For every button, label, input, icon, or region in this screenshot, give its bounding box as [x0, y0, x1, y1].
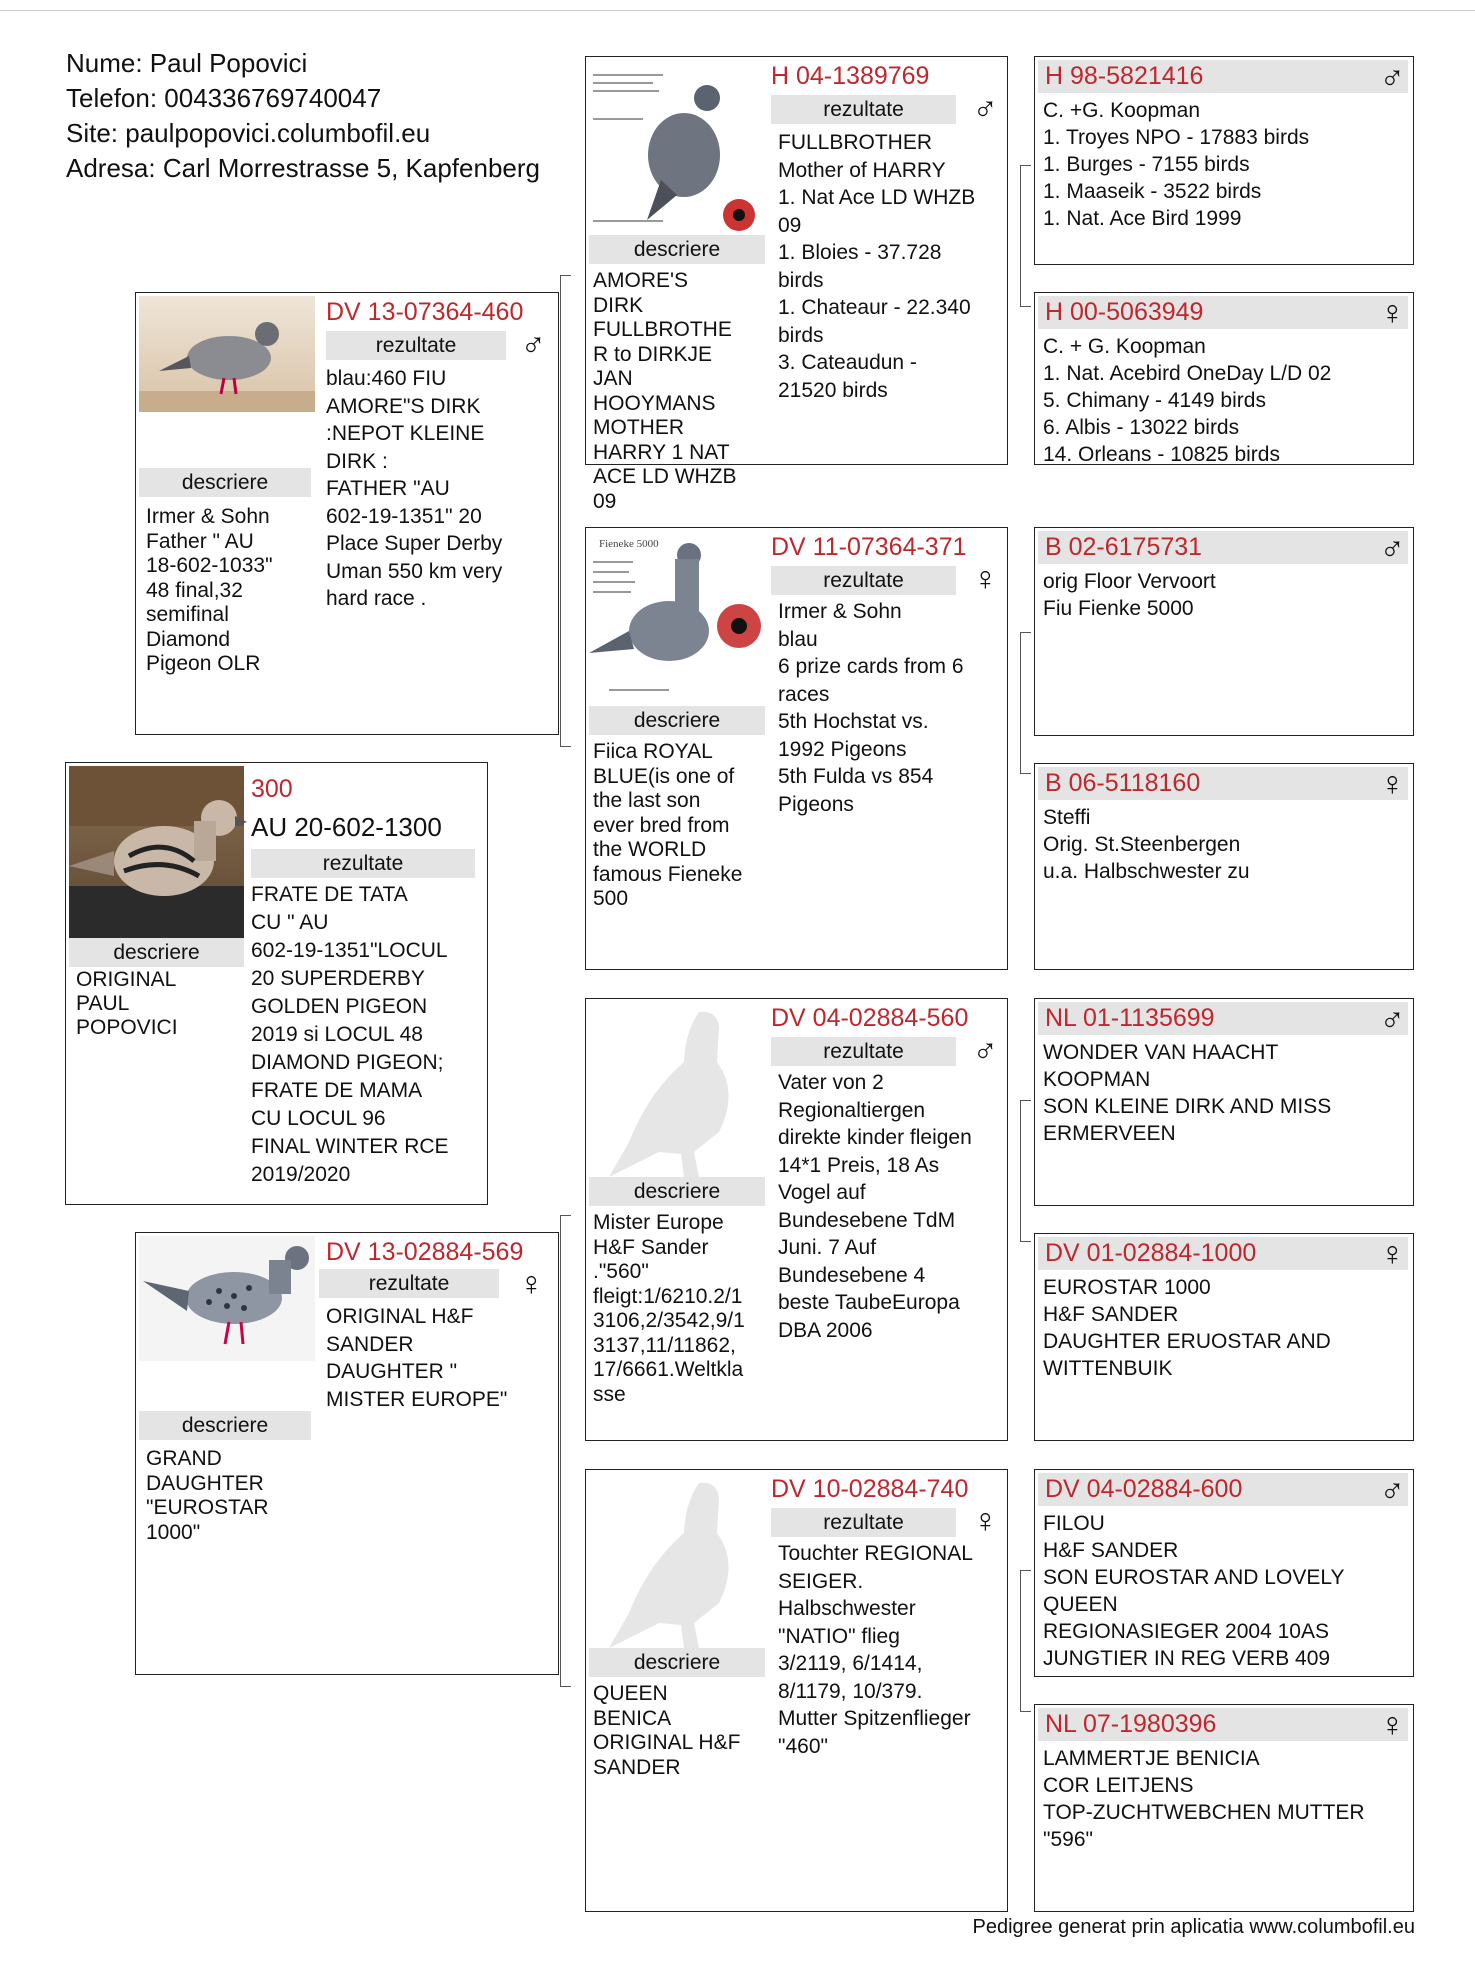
- ggp-text: WONDER VAN HAACHT KOOPMAN SON KLEINE DIRK AND MISS ERMERVEEN: [1043, 1041, 1332, 1145]
- subject-description-header: descriere: [69, 938, 244, 967]
- male-icon: ♂: [1379, 1471, 1405, 1509]
- ggp-text: Steffi Orig. St.Steenbergen u.a. Halbschwester zu: [1043, 806, 1250, 883]
- ggp-ring: B 06-5118160: [1045, 769, 1201, 797]
- connector-gp4: [1020, 1570, 1031, 1712]
- gp-description: Mister Europe H&F Sander ."560" fleigt:1/6210.2/1 3106,2/3542,9/1 3137,11/11862, 17/6661.Weltkla sse: [593, 1211, 745, 1406]
- ggp-ring: H 00-5063949: [1045, 298, 1204, 326]
- dam-photo: [139, 1236, 315, 1361]
- owner-address: Adresa: Carl Morrestrasse 5, Kapfenberg: [66, 153, 540, 183]
- gp-ring: DV 04-02884-560: [771, 1004, 969, 1032]
- footer-credit: Pedigree generat prin aplicatia www.columbofil.eu: [972, 1916, 1415, 1938]
- dam-card[interactable]: [135, 1232, 559, 1675]
- dam-ring: DV 13-02884-569: [326, 1238, 524, 1266]
- ggp-text: orig Floor Vervoort Fiu Fienke 5000: [1043, 570, 1216, 620]
- male-icon: ♂: [1379, 529, 1405, 567]
- gp-photo: [589, 531, 765, 706]
- great-grandparent-card[interactable]: [1034, 1469, 1414, 1677]
- dam-results: ORIGINAL H&F SANDER DAUGHTER " MISTER EUROPE": [326, 1305, 508, 1411]
- great-grandparent-card[interactable]: [1034, 1233, 1414, 1441]
- ggp-ring: H 98-5821416: [1045, 62, 1204, 90]
- male-icon: ♂: [520, 325, 546, 363]
- male-icon: ♂: [1379, 58, 1405, 96]
- male-icon: ♂: [972, 89, 998, 127]
- gp-photo-placeholder: [589, 1002, 765, 1177]
- ggp-ring: NL 01-1135699: [1045, 1004, 1215, 1032]
- connector-gp3: [1020, 1100, 1031, 1242]
- subject-photo: [69, 766, 244, 938]
- gp-results-header: rezultate: [771, 1037, 956, 1066]
- pigeon-photo-icon: [69, 766, 244, 938]
- female-icon: ♀: [518, 1265, 544, 1303]
- great-grandparent-card[interactable]: [1034, 998, 1414, 1206]
- connector-gp2: [1020, 632, 1031, 774]
- gp-photo: [589, 60, 765, 235]
- great-grandparent-card[interactable]: [1034, 527, 1414, 736]
- sire-photo: [139, 296, 315, 412]
- connector-gp1: [1020, 165, 1031, 307]
- photo-caption: Fieneke 5000: [599, 538, 659, 550]
- sire-card[interactable]: [135, 292, 559, 735]
- gp-description: Fiica ROYAL BLUE(is one of the last son ever bred from the WORLD famous Fieneke 500: [593, 740, 743, 910]
- gp-description-header: descriere: [589, 1648, 765, 1677]
- gp-results-header: rezultate: [771, 1508, 956, 1537]
- gp-description-header: descriere: [589, 706, 765, 735]
- female-icon: ♀: [972, 560, 998, 598]
- dam-description: GRAND DAUGHTER "EUROSTAR 1000": [146, 1447, 269, 1544]
- gp-ring: H 04-1389769: [771, 62, 930, 90]
- female-icon: ♀: [1379, 294, 1405, 332]
- sire-ring: DV 13-07364-460: [326, 298, 524, 326]
- connector-subject: [48, 365, 58, 1410]
- pigeon-photo-icon: [139, 296, 315, 412]
- great-grandparent-card[interactable]: [1034, 1704, 1414, 1912]
- gp-ring: DV 11-07364-371: [771, 533, 967, 561]
- owner-site: Site: paulpopovici.columbofil.eu: [66, 118, 431, 148]
- sire-results: blau:460 FIU AMORE"S DIRK :NEPOT KLEINE DIRK : FATHER "AU 602-19-1351" 20 Place Super Derby Uman 550 km very hard race .: [326, 367, 503, 610]
- male-icon: ♂: [1379, 1000, 1405, 1038]
- sire-description: Irmer & Sohn Father " AU 18-602-1033" 48 final,32 semifinal Diamond Pigeon OLR: [146, 505, 273, 675]
- sire-description-header: descriere: [139, 468, 311, 497]
- subject-ring: AU 20-602-1300: [251, 812, 442, 842]
- ggp-ring: B 02-6175731: [1045, 533, 1203, 561]
- gp-photo-placeholder: [589, 1473, 765, 1648]
- female-icon: ♀: [1379, 765, 1405, 803]
- ggp-ring: DV 04-02884-600: [1045, 1475, 1243, 1503]
- top-divider: [0, 10, 1475, 11]
- female-icon: ♀: [1379, 1706, 1405, 1744]
- great-grandparent-card[interactable]: [1034, 763, 1414, 970]
- gp-results-header: rezultate: [771, 566, 956, 595]
- owner-phone: Telefon: 004336769740047: [66, 83, 382, 113]
- ggp-text: FILOU H&F SANDER SON EUROSTAR AND LOVELY QUEEN REGIONASIEGER 2004 10AS JUNGTIER IN REG VERB 409: [1043, 1512, 1345, 1670]
- gp-description-header: descriere: [589, 1177, 765, 1206]
- gp-description: AMORE'S DIRK FULLBROTHE R to DIRKJE JAN HOOYMANS MOTHER HARRY 1 NAT ACE LD WHZB 09: [593, 269, 737, 513]
- gp-results: FULLBROTHER Mother of HARRY 1. Nat Ace LD WHZB 09 1. Bloies - 37.728 birds 1. Chateaur - 22.340 birds 3. Cateaudun - 21520 birds: [778, 131, 976, 402]
- gp-description: QUEEN BENICA ORIGINAL H&F SANDER: [593, 1682, 741, 1779]
- pigeon-photo-icon: [139, 1236, 315, 1361]
- gp-results: Touchter REGIONAL SEIGER. Halbschwester "NATIO" flieg 3/2119, 6/1414, 8/1179, 10/379. Mutter Spitzenflieger "460": [778, 1542, 973, 1758]
- gp-description-header: descriere: [589, 235, 765, 264]
- grandparent-card[interactable]: [585, 998, 1008, 1441]
- ggp-text: EUROSTAR 1000 H&F SANDER DAUGHTER ERUOSTAR AND WITTENBUIK: [1043, 1276, 1331, 1380]
- pigeon-silhouette-icon: [589, 1002, 765, 1177]
- subject-number: 300: [251, 775, 293, 803]
- grandparent-card[interactable]: [585, 1469, 1008, 1912]
- gp-results-header: rezultate: [771, 95, 956, 124]
- ggp-ring: DV 01-02884-1000: [1045, 1239, 1257, 1267]
- owner-info: [66, 46, 540, 186]
- subject-description: ORIGINAL PAUL POPOVICI: [76, 968, 178, 1039]
- subject-results: FRATE DE TATA CU " AU 602-19-1351"LOCUL 20 SUPERDERBY GOLDEN PIGEON 2019 si LOCUL 48 DIAMOND PIGEON; FRATE DE MAMA CU LOCUL 96 FINAL WINTER RCE 2019/2020: [251, 883, 449, 1186]
- dam-description-header: descriere: [139, 1411, 311, 1440]
- ggp-text: C. +G. Koopman 1. Troyes NPO - 17883 birds 1. Burges - 7155 birds 1. Maaseik - 3522 birds 1. Nat. Ace Bird 1999: [1043, 99, 1310, 230]
- ggp-ring: NL 07-1980396: [1045, 1710, 1217, 1738]
- grandparent-card[interactable]: [585, 56, 1008, 513]
- grandparent-card[interactable]: [585, 527, 1008, 970]
- male-icon: ♂: [972, 1031, 998, 1069]
- pigeon-photo-icon: [589, 531, 765, 706]
- female-icon: ♀: [972, 1502, 998, 1540]
- subject-card[interactable]: [65, 762, 488, 1205]
- gp-results: Vater von 2 Regionaltiergen direkte kinder fleigen 14*1 Preis, 18 As Vogel auf Bundesebene TdM Juni. 7 Auf Bundesebene 4 beste TaubeEuropa DBA 2006: [778, 1071, 972, 1342]
- dam-results-header: rezultate: [319, 1269, 499, 1298]
- connector-sire: [560, 275, 571, 747]
- subject-results-header: rezultate: [251, 849, 475, 878]
- owner-name: Nume: Paul Popovici: [66, 48, 308, 78]
- ggp-text: LAMMERTJE BENICIA COR LEITJENS TOP-ZUCHTWEBCHEN MUTTER "596": [1043, 1747, 1365, 1851]
- female-icon: ♀: [1379, 1235, 1405, 1273]
- great-grandparent-card[interactable]: [1034, 56, 1414, 265]
- gp-results: Irmer & Sohn blau 6 prize cards from 6 races 5th Hochstat vs. 1992 Pigeons 5th Fulda vs 854 Pigeons: [778, 600, 964, 816]
- great-grandparent-card[interactable]: [1034, 292, 1414, 465]
- gp-ring: DV 10-02884-740: [771, 1475, 969, 1503]
- pigeon-photo-icon: [589, 60, 765, 235]
- ggp-text: C. + G. Koopman 1. Nat. Acebird OneDay L/D 02 5. Chimany - 4149 birds 6. Albis - 13022 birds 14. Orleans - 10825 birds: [1043, 335, 1332, 466]
- pigeon-silhouette-icon: [589, 1473, 765, 1648]
- sire-results-header: rezultate: [326, 331, 506, 360]
- connector-dam: [560, 1215, 571, 1687]
